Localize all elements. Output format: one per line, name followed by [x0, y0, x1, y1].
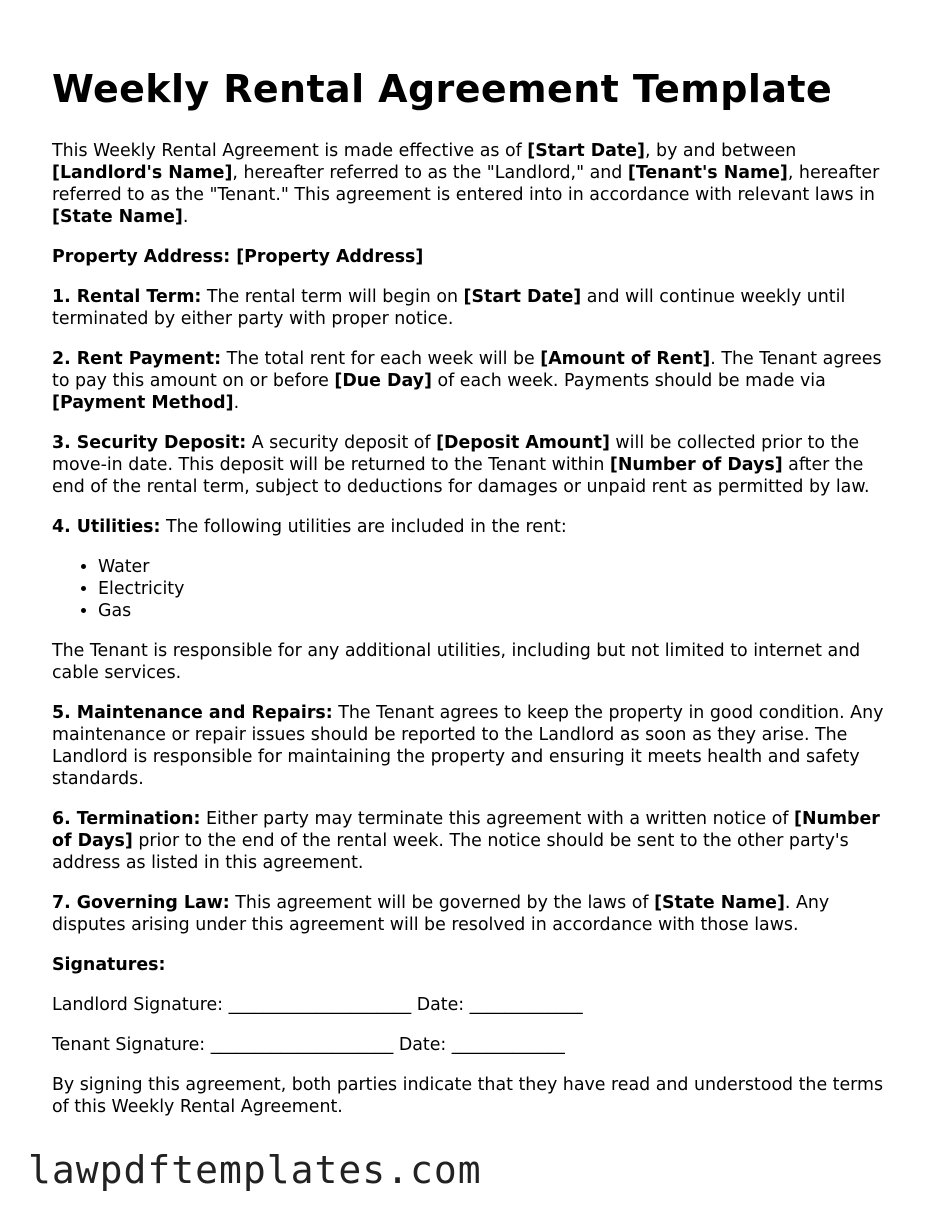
- section-heading: 3. Security Deposit:: [52, 433, 247, 453]
- section-text: after the end of the rental term, subject to deductions for damages or unpaid rent as permitted by law.: [52, 455, 870, 497]
- section-text: . Any disputes arising under this agreement will be resolved in accordance with those laws.: [52, 893, 830, 935]
- utilities-list: [52, 556, 897, 622]
- tenant-signature-line: Tenant Signature: _____________________ Date: _____________: [52, 1035, 565, 1055]
- intro-text: , hereafter referred to as the "Tenant." This agreement is entered into in accordance with relevant laws in: [52, 163, 880, 205]
- utilities-note: The Tenant is responsible for any additional utilities, including but not limited to internet and cable services.: [52, 641, 861, 683]
- section-text: This agreement will be governed by the laws of: [229, 893, 655, 913]
- list-item: • Electricity: [98, 578, 897, 600]
- state-name-placeholder: [State Name]: [654, 893, 785, 913]
- section-text: A security deposit of: [246, 433, 437, 453]
- section-heading: 7. Governing Law:: [52, 893, 230, 913]
- closing-statement: By signing this agreement, both parties indicate that they have read and understood the terms of this Weekly Rental Agreement.: [52, 1075, 884, 1117]
- section-rental-term: [52, 286, 897, 330]
- footer-watermark: lawpdftemplates.com: [28, 1148, 482, 1192]
- payment-method-placeholder: [Payment Method]: [52, 393, 234, 413]
- tenant-name-placeholder: [Tenant's Name]: [627, 163, 788, 183]
- number-of-days-placeholder: [Number of Days]: [609, 455, 783, 475]
- number-of-days-placeholder: [Number of Days]: [52, 809, 880, 851]
- section-governing-law: [52, 892, 897, 936]
- landlord-signature-line: Landlord Signature: _____________________ Date: _____________: [52, 995, 583, 1015]
- section-rent-payment: [52, 348, 897, 414]
- section-heading: 5. Maintenance and Repairs:: [52, 703, 333, 723]
- intro-text: , by and between: [644, 141, 797, 161]
- section-heading: 2. Rent Payment:: [52, 349, 222, 369]
- signatures-heading: [52, 954, 897, 976]
- intro-text: This Weekly Rental Agreement is made effective as of: [52, 141, 528, 161]
- list-item: • Gas: [98, 600, 897, 622]
- section-heading: 1. Rental Term:: [52, 287, 202, 307]
- section-text: The total rent for each week will be: [221, 349, 541, 369]
- intro-paragraph: [52, 140, 897, 228]
- section-text: .: [233, 393, 240, 413]
- intro-text: .: [182, 207, 189, 227]
- list-item: • Water: [98, 556, 897, 578]
- section-text: and will continue weekly until terminated by either party with proper notice.: [52, 287, 846, 329]
- due-day-placeholder: [Due Day]: [334, 371, 432, 391]
- start-date-placeholder: [Start Date]: [527, 141, 645, 161]
- start-date-placeholder: [Start Date]: [463, 287, 582, 307]
- section-text: prior to the end of the rental week. The notice should be sent to the other party's address as listed in this agreement.: [52, 831, 849, 873]
- document: [52, 60, 897, 1136]
- state-name-placeholder: [State Name]: [52, 207, 183, 227]
- section-security-deposit: [52, 432, 897, 498]
- section-utilities: [52, 516, 897, 538]
- section-text: of each week. Payments should be made via: [431, 371, 826, 391]
- section-termination: [52, 808, 897, 874]
- property-address-label: Property Address: [Property Address]: [52, 247, 424, 267]
- landlord-name-placeholder: [Landlord's Name]: [52, 163, 233, 183]
- intro-text: , hereafter referred to as the "Landlord," and: [232, 163, 628, 183]
- section-text: . The Tenant agrees to pay this amount on or before: [52, 349, 882, 391]
- section-text: The rental term will begin on: [201, 287, 464, 307]
- section-text: The following utilities are included in the rent:: [160, 517, 567, 537]
- section-text: Either party may terminate this agreement with a written notice of: [200, 809, 795, 829]
- section-maintenance: [52, 702, 897, 790]
- rent-amount-placeholder: [Amount of Rent]: [540, 349, 711, 369]
- signatures-heading-label: Signatures:: [52, 955, 166, 975]
- section-text: The Tenant agrees to keep the property in good condition. Any maintenance or repair issues should be reported to the Landlord as soon as they arise. The Landlord is responsible for maintaining the property and ensuring it meets health and safety standards.: [52, 703, 884, 789]
- property-address: [52, 246, 897, 268]
- deposit-amount-placeholder: [Deposit Amount]: [436, 433, 610, 453]
- document-title: Weekly Rental Agreement Template: [52, 67, 833, 111]
- section-heading: 4. Utilities:: [52, 517, 161, 537]
- section-text: will be collected prior to the move-in date. This deposit will be returned to the Tenant within: [52, 433, 860, 475]
- section-heading: 6. Termination:: [52, 809, 201, 829]
